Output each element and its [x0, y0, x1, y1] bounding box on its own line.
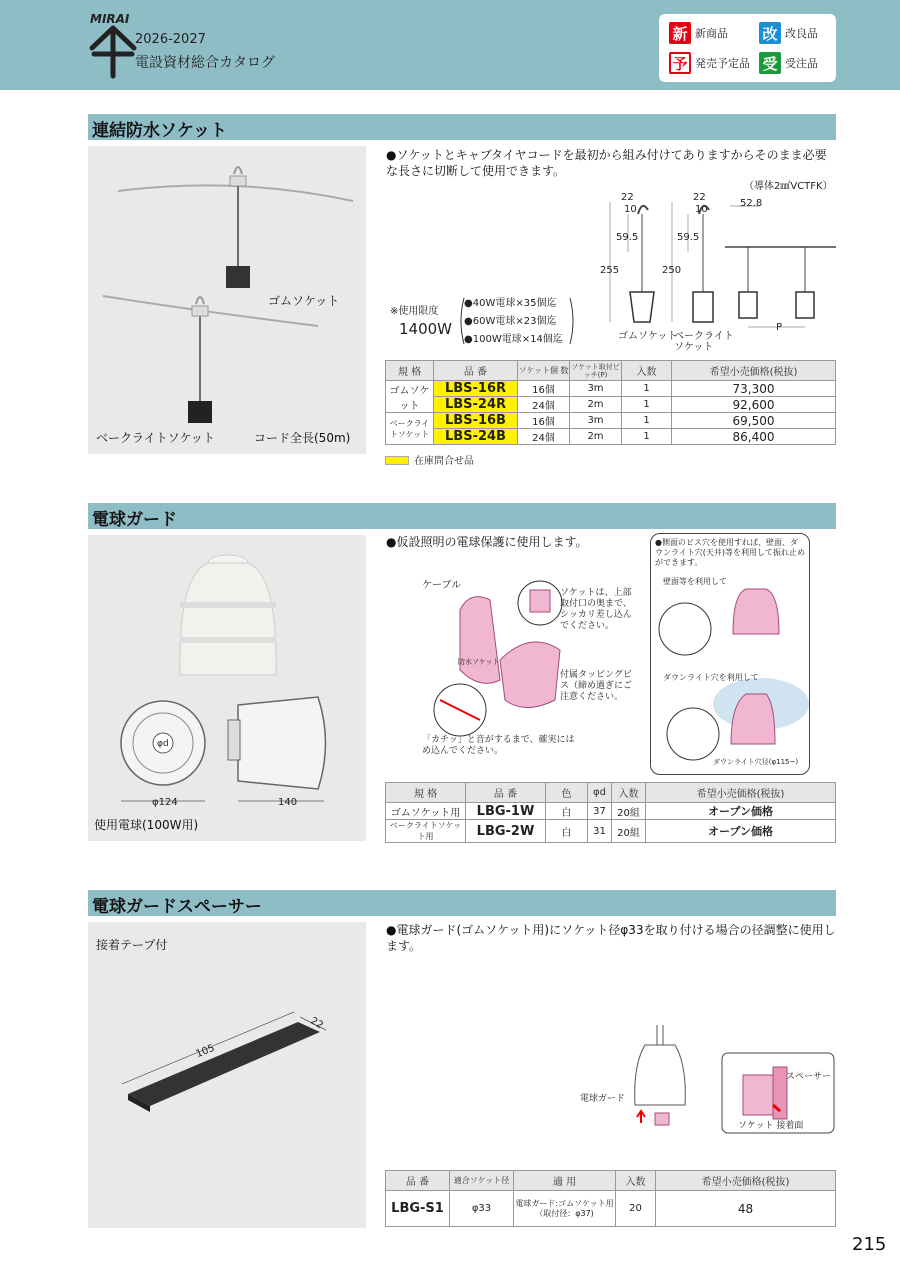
count-cell: 16個 — [518, 413, 570, 429]
apply-cell: 電球ガード:ゴムソケット用（取付径：φ37) — [514, 1191, 616, 1227]
price-cell: 86,400 — [672, 429, 836, 445]
downlight-dia-label: ダウンライト穴径(φ115~) — [713, 758, 799, 766]
product-description: ●仮設照明の電球保護に使用します。 — [386, 535, 588, 549]
pitch-cell: 3m — [570, 413, 622, 429]
col-header: 入数 — [612, 783, 646, 803]
product-photo — [88, 535, 366, 841]
legend-label: 受注品 — [785, 57, 818, 70]
qty-cell: 20組 — [612, 803, 646, 820]
spacer-label: スペーサー — [786, 1072, 832, 1082]
product-code: LBS-24R — [434, 397, 518, 413]
price-cell: 73,300 — [672, 381, 836, 397]
diameter-cell: 31 — [588, 820, 612, 843]
bakelite-socket-label: ベークライトソケット — [96, 431, 215, 445]
price-cell: オープン価格 — [646, 803, 836, 820]
col-header: 規 格 — [386, 783, 466, 803]
mounting-panel — [650, 533, 810, 775]
product-code: LBS-16R — [434, 381, 518, 397]
dim-59-5a: 59.5 — [616, 232, 639, 243]
dim-22: 22 — [308, 1015, 325, 1032]
color-cell: 白 — [546, 803, 588, 820]
color-cell: 白 — [546, 820, 588, 843]
dim-52-8: 52.8 — [740, 198, 763, 209]
mounting-illustration — [651, 534, 811, 776]
product-description: ●電球ガード(ゴムソケット用)にソケット径φ33を取り付ける場合の径調整に使用します。 — [386, 923, 836, 953]
col-header: φd — [588, 783, 612, 803]
qty-cell: 1 — [622, 429, 672, 445]
conductor-note: （導体2㎟VCTFK） — [744, 181, 833, 192]
logo-wordmark: MIRAI — [90, 12, 130, 26]
catalog-header — [0, 0, 900, 90]
col-header: 品 番 — [386, 1171, 450, 1191]
pitch-cell: 2m — [570, 397, 622, 413]
catalog-years: 2026-2027 — [135, 32, 206, 47]
screw-note: 付属タッピングビス（締め過ぎにご注意ください。 — [560, 670, 633, 702]
usage-item: ●40W電球×35個迄 — [464, 298, 557, 309]
product-code: LBG-1W — [466, 803, 546, 820]
product-code: LBS-16B — [434, 413, 518, 429]
price-cell: 48 — [656, 1191, 836, 1227]
product-code: LBG-2W — [466, 820, 546, 843]
col-header: 品 番 — [434, 361, 518, 381]
product-photo — [88, 146, 366, 454]
dim-105: 105 — [194, 1042, 217, 1061]
dim-124: φ124 — [152, 797, 178, 808]
dim-22a: 22 — [621, 192, 634, 203]
socket-note: ソケットは、上部取付口の奥まで、シッカリ差し込んでください。 — [560, 588, 632, 631]
dim-phi-d: φd — [157, 739, 169, 749]
col-header: 色 — [546, 783, 588, 803]
col-header: 希望小売価格(税抜) — [672, 361, 836, 381]
table-row — [386, 803, 836, 820]
legend-order — [759, 52, 818, 74]
dim-rubber-label: ゴムソケット — [618, 331, 678, 342]
spec-cell: ゴムソケット用 — [386, 803, 466, 820]
product-description: ●ソケットとキャブタイヤコードを最初から組み付けてありますからそのまま必要な長さに切断して使用できます。 — [386, 148, 827, 178]
col-header: 品 番 — [466, 783, 546, 803]
usage-item: ●60W電球×23個迄 — [464, 316, 557, 327]
table-row — [386, 397, 836, 413]
legend-label: 改良品 — [785, 27, 818, 40]
spec-table — [385, 360, 836, 445]
order-badge-icon: 受 — [759, 52, 781, 74]
spec-cell: ゴムソケット — [386, 381, 434, 413]
wall-label: 壁面等を利用して — [663, 577, 727, 586]
usage-limit-label: ※使用限度 — [390, 306, 439, 317]
waterproof-socket-label: 防水ソケット — [458, 658, 500, 666]
col-header: 希望小売価格(税抜) — [646, 783, 836, 803]
guard-label: 電球ガード — [580, 1094, 626, 1104]
catalog-title: 電設資材総合カタログ — [135, 55, 275, 71]
new-badge-icon: 新 — [669, 22, 691, 44]
product-code: LBS-24B — [434, 429, 518, 445]
col-header: ソケット個 数 — [518, 361, 570, 381]
diameter-cell: 37 — [588, 803, 612, 820]
planned-badge-icon: 予 — [669, 52, 691, 74]
section-title: 連結防水ソケット — [92, 121, 227, 141]
dim-bakelite-label-1: ベークライト — [674, 331, 734, 342]
col-header: ソケット取付ピッチ(P) — [571, 362, 620, 379]
price-cell: 69,500 — [672, 413, 836, 429]
usage-item: ●100W電球×14個迄 — [464, 334, 563, 345]
table-header-row — [386, 783, 836, 803]
dim-10b: 10 — [695, 204, 708, 215]
section-bar — [88, 114, 836, 140]
spacer-illustration — [88, 922, 366, 1228]
legend-label: 発売予定品 — [695, 57, 750, 70]
dim-bakelite-label-2: ソケット — [674, 342, 714, 353]
socket-cell: φ33 — [450, 1191, 514, 1227]
qty-cell: 1 — [622, 381, 672, 397]
product-code: LBG-S1 — [386, 1191, 450, 1227]
col-header: 希望小売価格(税抜) — [656, 1171, 836, 1191]
bulb-guard-illustration — [88, 535, 366, 841]
dim-10a: 10 — [624, 204, 637, 215]
section-title: 電球ガード — [92, 510, 177, 530]
table-row — [386, 381, 836, 397]
spec-cell: ベークライトソケット — [386, 413, 434, 445]
spec-table — [385, 782, 836, 843]
cord-length-label: コード全長(50m) — [254, 431, 351, 445]
bracket-right-icon — [568, 296, 578, 346]
improved-badge-icon: 改 — [759, 22, 781, 44]
section-bar — [88, 503, 836, 529]
table-row — [386, 429, 836, 445]
page-number: 215 — [852, 1234, 887, 1255]
socket-adhesive-label: ソケット 接着面 — [738, 1121, 804, 1131]
price-cell: 92,600 — [672, 397, 836, 413]
pitch-cell: 3m — [570, 381, 622, 397]
legend-label: 新商品 — [695, 27, 728, 40]
spec-cell: ベークライトソケット用 — [386, 820, 466, 843]
side-hole-note: ●側面のビス穴を使用すれば、壁面、ダウンライト穴(天井)等を利用して振れ止めができます。 — [655, 538, 806, 567]
qty-cell: 20組 — [612, 820, 646, 843]
dim-255: 255 — [600, 265, 620, 276]
bulb-label: 使用電球(100W用) — [94, 818, 199, 832]
spec-table — [385, 1170, 836, 1227]
pitch-cell: 2m — [570, 429, 622, 445]
dim-250: 250 — [662, 265, 682, 276]
table-row — [386, 413, 836, 429]
click-note: 「カチッ」と音がするまで、確実にはめ込んでください。 — [422, 735, 575, 756]
price-cell: オープン価格 — [646, 820, 836, 843]
rubber-socket-label: ゴムソケット — [268, 294, 340, 308]
dimension-drawing — [600, 192, 836, 352]
cable-label: ケーブル — [422, 580, 462, 591]
downlight-label: ダウンライト穴を利用して — [663, 673, 759, 682]
qty-cell: 1 — [622, 397, 672, 413]
section-title: 電球ガードスペーサー — [92, 897, 262, 917]
count-cell: 24個 — [518, 397, 570, 413]
count-cell: 16個 — [518, 381, 570, 397]
dim-p: P — [776, 322, 783, 333]
dim-22b: 22 — [693, 192, 706, 203]
qty-cell: 20 — [616, 1191, 656, 1227]
col-header: 規 格 — [386, 361, 434, 381]
product-photo — [88, 922, 366, 1228]
legend-new — [669, 22, 728, 44]
col-header: 入数 — [622, 361, 672, 381]
count-cell: 24個 — [518, 429, 570, 445]
legend-improved — [759, 22, 818, 44]
legend-planned — [669, 52, 750, 74]
col-header: 適合ソケット径 — [450, 1171, 514, 1191]
col-header: 適 用 — [514, 1171, 616, 1191]
section-bar — [88, 890, 836, 916]
table-row — [386, 820, 836, 843]
stock-swatch — [385, 456, 409, 465]
qty-cell: 1 — [622, 413, 672, 429]
table-header-row — [386, 1171, 836, 1191]
stock-note: 在庫問合せ品 — [414, 456, 474, 467]
legend-box — [659, 14, 836, 82]
table-row — [386, 1191, 836, 1227]
col-header: 入数 — [616, 1171, 656, 1191]
usage-limit-value: 1400W — [399, 320, 453, 338]
dim-140: 140 — [278, 797, 298, 808]
table-header-row — [386, 361, 836, 381]
dim-59-5b: 59.5 — [677, 232, 700, 243]
adhesive-tape-label: 接着テープ付 — [96, 938, 168, 952]
